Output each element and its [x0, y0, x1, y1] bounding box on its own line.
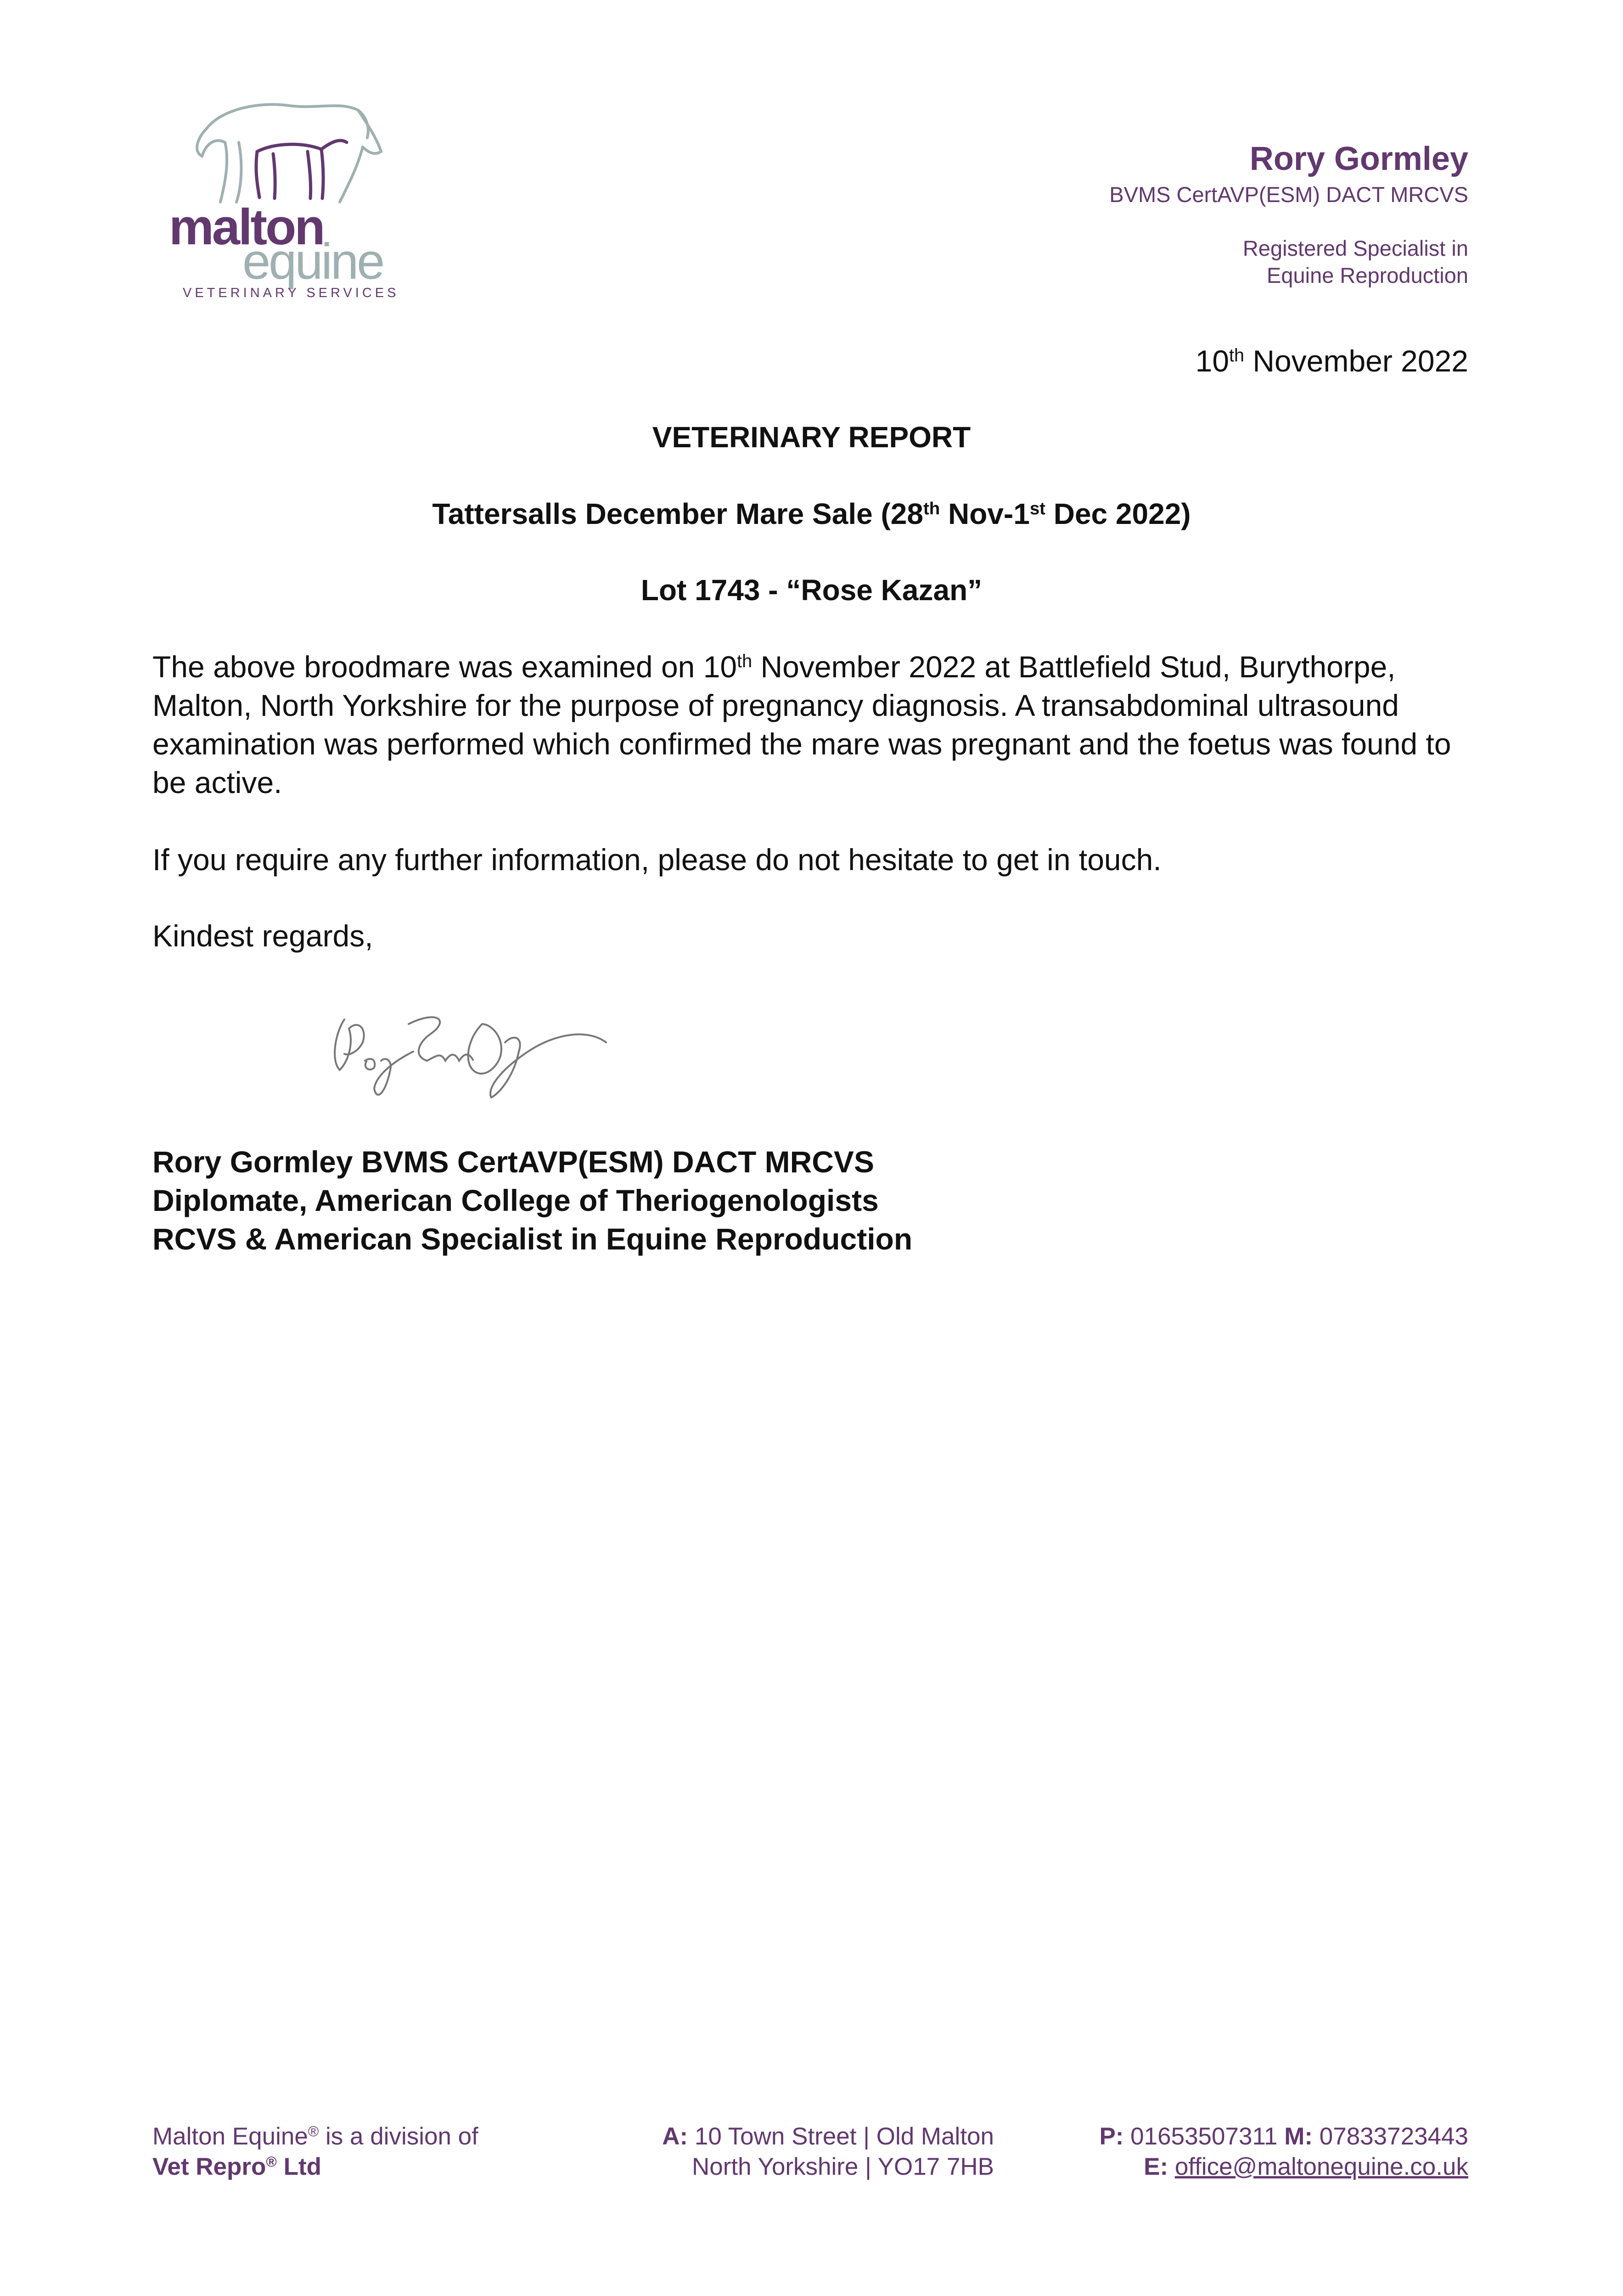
letter-date: 10th November 2022	[1195, 344, 1468, 378]
logo-wordmark-malton: malton	[169, 199, 324, 255]
report-title: VETERINARY REPORT	[652, 421, 971, 454]
footer-address: A: 10 Town Street | Old Malton North Yorkshire | YO17 7HB	[662, 2123, 994, 2180]
signature-block	[152, 1142, 912, 1258]
signature-image	[317, 992, 657, 1120]
header-registration-line1: Registered Specialist in	[1242, 236, 1468, 260]
header-registration-line2: Equine Reproduction	[1267, 263, 1468, 287]
sale-title: Tattersalls December Mare Sale (28th Nov-1st Dec 2022)	[432, 497, 1191, 530]
body-paragraph-contact: If you require any further information, please do not hesitate to get in touch.	[152, 843, 1162, 877]
closing-regards: Kindest regards,	[152, 919, 373, 953]
footer-email-link[interactable]: office@maltonequine.co.uk	[1174, 2153, 1468, 2180]
signature-block-line2: Diplomate, American College of Theriogenologists	[152, 1183, 879, 1217]
signature-block-line3: RCVS & American Specialist in Equine Reproduction	[152, 1222, 913, 1256]
footer-company-info: Malton Equine® is a division of Vet Repro® Ltd	[152, 2123, 478, 2180]
header-qualifications: BVMS CertAVP(ESM) DACT MRCVS	[1109, 182, 1468, 207]
logo-wordmark-equine: equine	[242, 233, 383, 290]
footer-contact: P: 01653507311 M: 07833723443 E: office@maltonequine.co.uk	[1099, 2123, 1468, 2180]
lot-title: Lot 1743 - “Rose Kazan”	[640, 574, 983, 607]
signature-block-line1: Rory Gormley BVMS CertAVP(ESM) DACT MRCVS	[152, 1145, 874, 1179]
header-name: Rory Gormley	[1249, 141, 1468, 177]
logo-tagline: VETERINARY SERVICES	[183, 286, 399, 300]
body-paragraph-examination: The above broodmare was examined on 10th November 2022 at Battlefield Stud, Burythorpe, Malton, North Yorkshire for the purpose of pregnancy diagnosis. A transabdominal ultrasound examination was performed which confirmed the mare was pregnant and the foetus was found to be active.	[152, 650, 1451, 799]
